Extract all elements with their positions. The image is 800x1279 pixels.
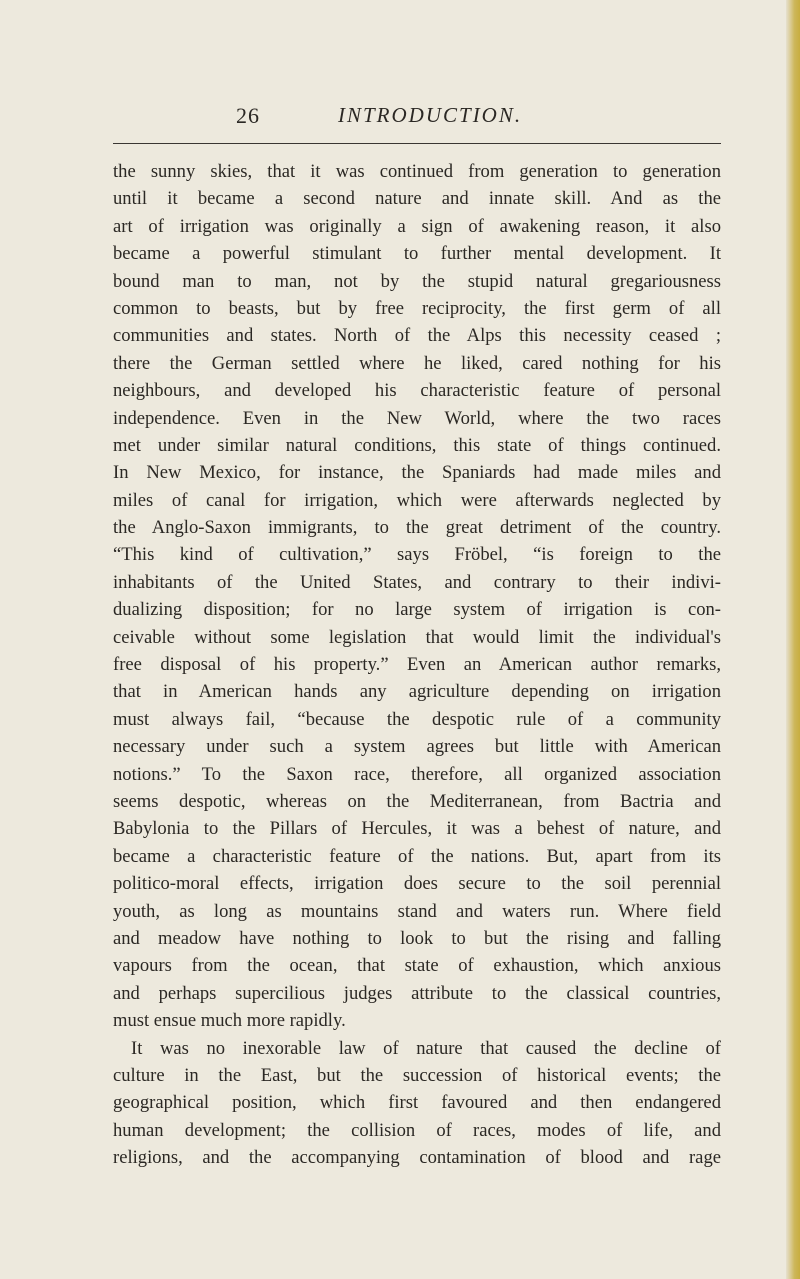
text-line: miles of canal for irrigation, which were afterwards neglected by	[113, 489, 721, 511]
text-line: ceivable without some legislation that would limit the individual's	[113, 626, 721, 648]
text-line: became a characteristic feature of the nations. But, apart from its	[113, 845, 721, 867]
text-line: “This kind of cultivation,” says Fröbel, “is foreign to the	[113, 544, 721, 566]
text-line: the sunny skies, that it was continued from generation to generation	[113, 161, 721, 182]
text-line: free disposal of his property.” Even an American author remarks,	[113, 654, 721, 676]
text-line: geographical position, which first favoured and then endangered	[113, 1092, 721, 1114]
text-line: the Anglo-Saxon immigrants, to the great detriment of the country.	[113, 517, 721, 539]
running-title: INTRODUCTION.	[338, 103, 523, 127]
running-header	[0, 103, 800, 133]
text-line: In New Mexico, for instance, the Spaniards had made miles and	[113, 462, 721, 484]
text-line: inhabitants of the United States, and contrary to their indivi-	[113, 571, 721, 593]
text-line: necessary under such a system agrees but little with American	[113, 736, 721, 758]
text-line: Babylonia to the Pillars of Hercules, it was a behest of nature, and	[113, 818, 721, 840]
text-line: seems despotic, whereas on the Mediterranean, from Bactria and	[113, 790, 721, 812]
text-line: communities and states. North of the Alps this necessity ceased ;	[113, 325, 721, 347]
text-line: youth, as long as mountains stand and waters run. Where field	[113, 900, 721, 922]
text-line: politico-moral effects, irrigation does secure to the soil perennial	[113, 873, 721, 895]
text-line: common to beasts, but by free reciprocity, the first germ of all	[113, 297, 721, 319]
text-line: independence. Even in the New World, where the two races	[113, 407, 721, 429]
text-line: It was no inexorable law of nature that caused the decline of	[131, 1037, 721, 1059]
text-line: culture in the East, but the succession of historical events; the	[113, 1064, 721, 1086]
text-line: art of irrigation was originally a sign of awakening reason, it also	[113, 215, 721, 237]
text-line: bound man to man, not by the stupid natural gregariousness	[113, 270, 721, 292]
text-line: until it became a second nature and innate skill. And as the	[113, 188, 721, 210]
text-line: religions, and the accompanying contamination of blood and rage	[113, 1147, 721, 1169]
text-line: must ensue much more rapidly.	[113, 1010, 346, 1032]
text-line: met under similar natural conditions, this state of things continued.	[113, 434, 721, 456]
text-line: that in American hands any agriculture depending on irrigation	[113, 681, 721, 703]
page-number: 26	[236, 103, 260, 128]
text-line: there the German settled where he liked, cared nothing for his	[113, 352, 721, 374]
body-text	[113, 158, 721, 1171]
text-line: dualizing disposition; for no large system of irrigation is con-	[113, 599, 721, 621]
text-line: human development; the collision of races, modes of life, and	[113, 1119, 721, 1141]
text-line: must always fail, “because the despotic rule of a community	[113, 708, 721, 730]
text-line: neighbours, and developed his characteristic feature of personal	[113, 380, 721, 402]
gilt-page-edge	[786, 0, 800, 1279]
text-line: and meadow have nothing to look to but the rising and falling	[113, 927, 721, 949]
text-line: became a powerful stimulant to further mental development. It	[113, 243, 721, 265]
text-line: vapours from the ocean, that state of exhaustion, which anxious	[113, 955, 721, 977]
text-line: and perhaps supercilious judges attribute to the classical countries,	[113, 982, 721, 1004]
header-rule	[113, 143, 721, 144]
text-line: notions.” To the Saxon race, therefore, all organized association	[113, 763, 721, 785]
